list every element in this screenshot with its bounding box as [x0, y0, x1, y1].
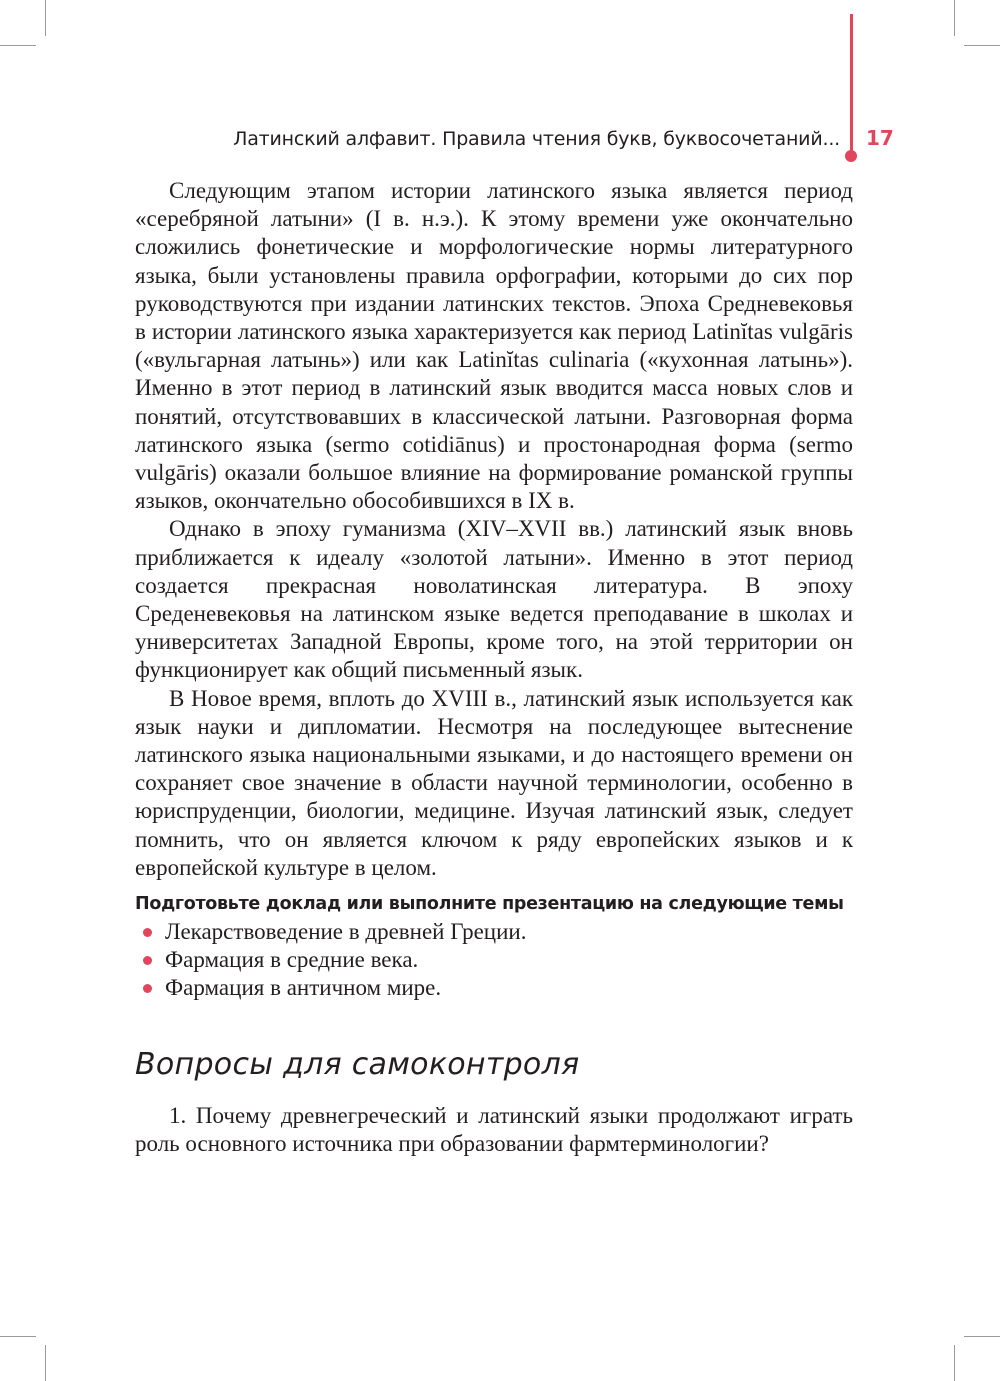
crop-mark	[964, 45, 1000, 46]
running-header-title: Латинский алфавит. Правила чтения букв, буквосочетаний...	[233, 128, 840, 150]
topic-text: Фармация в античном мире.	[165, 975, 442, 1001]
body-paragraph: Однако в эпоху гуманизма (XIV–XVII вв.) латинский язык вновь приближается к идеалу «золотой латыни». Именно в этот период создается прекрасная новолатинская литература. В эпоху Среденевековья на латинском языке ведется преподавание в школах и университетах Западной Европы, кроме того, на этой территории он функционирует как общий письменный язык.	[135, 516, 853, 683]
body-paragraph: В Новое время, вплоть до XVIII в., латинский язык используется как язык науки и дипломатии. Несмотря на последующее вытеснение латинского языка национальными языками, и до настоящего времени он сохраняет свое значение в области научной терминологии, особенно в юриспруденции, биологии, медицине. Изучая латинский язык, следует помнить, что он является ключом к ряду европейских языков и к европейской культуре в целом.	[135, 685, 853, 880]
task-heading: Подготовьте доклад или выполните презентацию на следующие темы	[135, 894, 844, 915]
bullet-icon	[143, 928, 152, 937]
section-title: Вопросы для самоконтроля	[135, 1046, 580, 1082]
crop-mark	[45, 1345, 46, 1381]
topic-text: Фармация в средние века.	[165, 947, 419, 973]
topic-list	[135, 918, 853, 1003]
crop-mark	[45, 0, 46, 36]
page-number: 17	[866, 126, 894, 150]
header-accent-dot	[845, 150, 857, 162]
crop-mark	[0, 45, 36, 46]
crop-mark	[0, 1336, 36, 1337]
list-item	[165, 946, 853, 974]
crop-mark	[954, 0, 955, 36]
body-paragraph: Следующим этапом истории латинского языка является период «серебряной латыни» (I в. н.э.). К этому времени уже окончательно сложились фонетические и морфологические нормы литературного языка, были установлены правила орфографии, которыми до сих пор руководствуются при издании латинских текстов. Эпоха Средневековья в истории латинского языка характеризуется как период Latinĭtas vulgāris («вульгарная латынь») или как Latinĭtas culinaria («кухонная латынь»). Именно в этот период в латинский язык вводится масса новых слов и понятий, отсутствовавших в классической латыни. Разговорная форма латинского языка (sermo cotidiānus) и простонародная форма (sermo vulgāris) оказали большое влияние на формирование романской группы языков, окончательно обособившихся в IX в.	[135, 178, 853, 514]
list-item	[165, 918, 853, 946]
header-accent-line	[850, 14, 853, 154]
crop-mark	[954, 1345, 955, 1381]
page-body	[135, 177, 853, 1158]
bullet-icon	[143, 984, 152, 993]
crop-mark	[964, 1336, 1000, 1337]
bullet-icon	[143, 956, 152, 965]
list-item	[165, 974, 853, 1002]
question-item: 1. Почему древнегреческий и латинский языки продолжают играть роль основного источника при образовании фармтерминологии?	[135, 1102, 853, 1156]
topic-text: Лекарствоведение в древней Греции.	[165, 919, 527, 945]
